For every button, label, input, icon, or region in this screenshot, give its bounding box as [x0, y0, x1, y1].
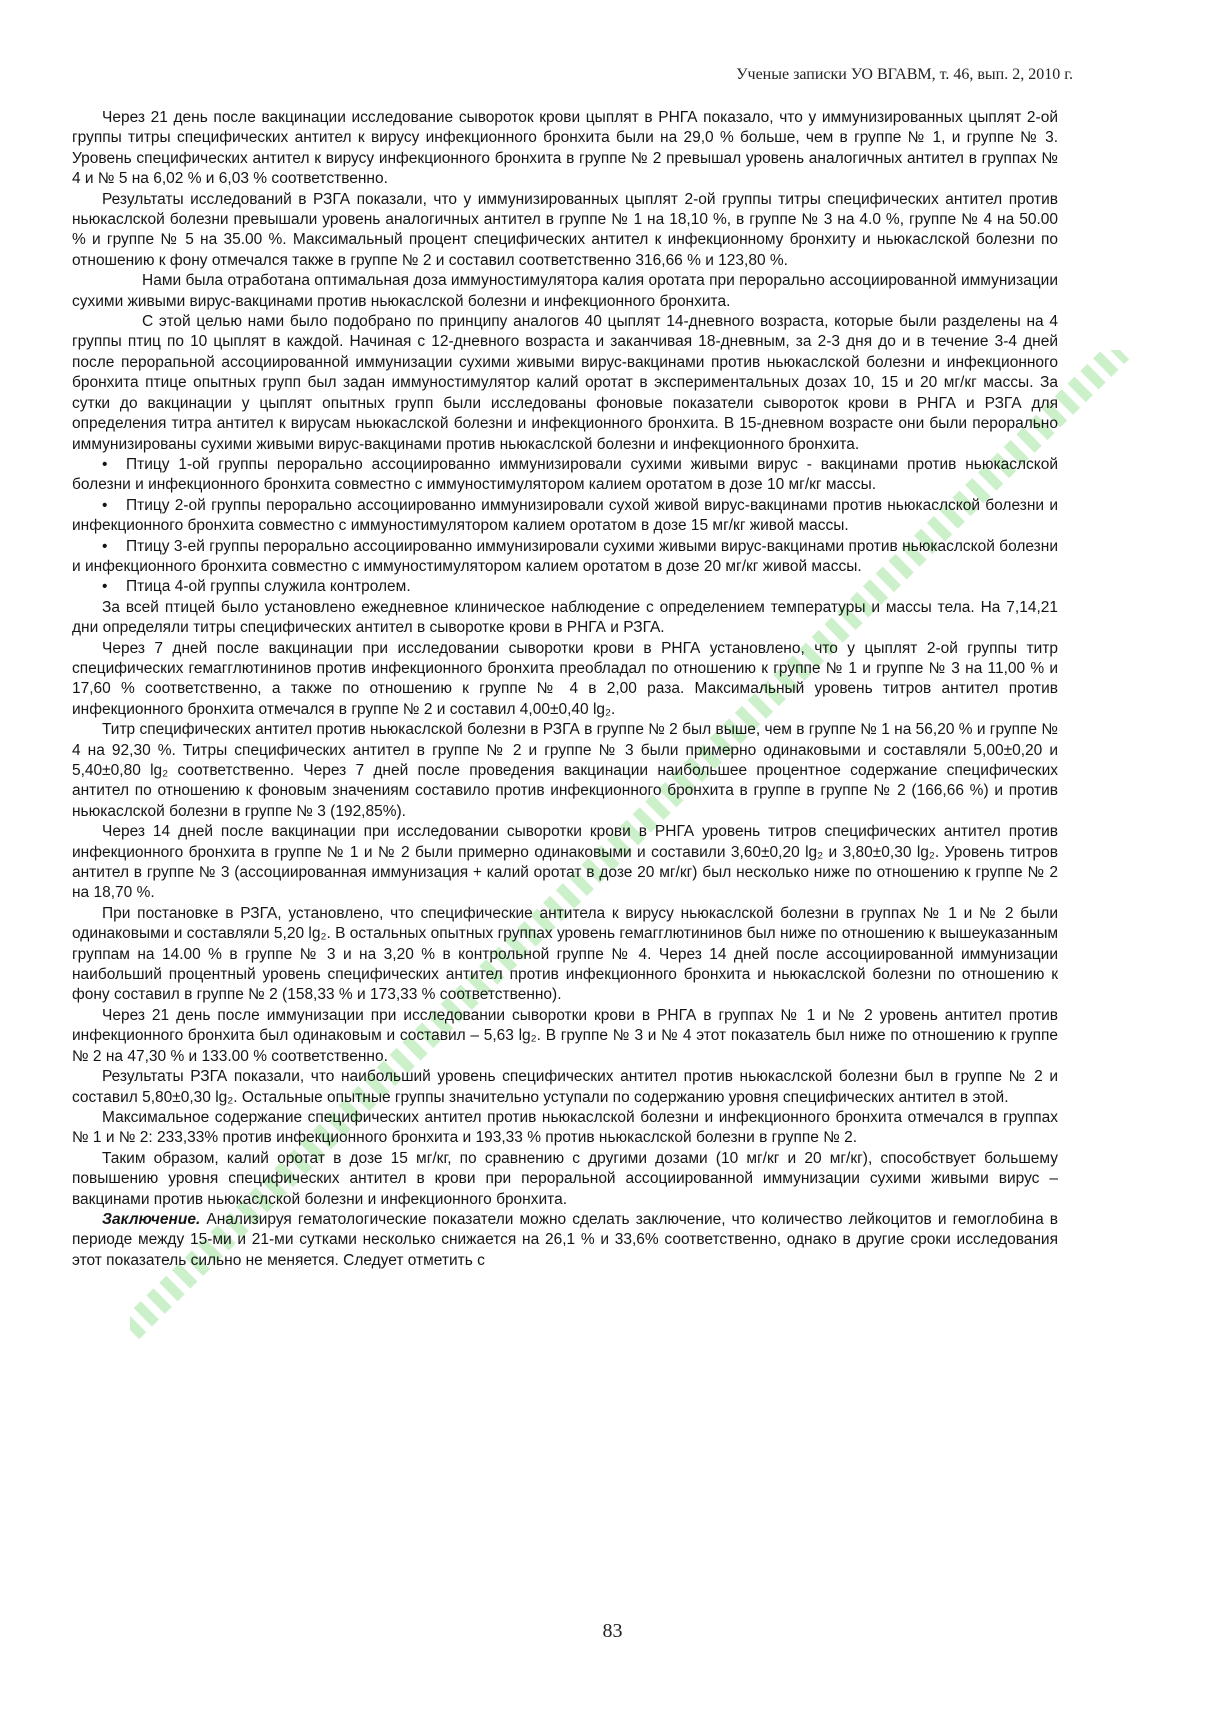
- paragraph: Через 21 день после вакцинации исследование сывороток крови цыплят в РНГА показало, что у иммунизированных цыплят 2-ой группы титры специфических антител к вирусу инфекционного бронхита были на 29,0 % больше, чем в группе № 1, и группе № 3. Уровень специфических антител к вирусу инфекционного бронхита в группе № 2 превышал уровень аналогичных антител в группах № 4 и № 5 на 6,02 % и 6,03 % соответственно.: [72, 109, 1058, 188]
- paragraph: С этой целью нами было подобрано по принципу аналогов 40 цыплят 14-дневного возраста, которые были разделены на 4 группы птиц по 10 цыплят в каждой. Начиная с 12-дневного возраста и заканчивая 18-дневным, за 2-3 дня до и в течение 3-4 дней после перорапьной ассоциированной иммунизации сухими живыми вирус-вакцинами против ньюкаслской болезни и инфекционного бронхита птице опытных групп был задан иммуностимулятор калий оротат в экспериментальных дозах 10, 15 и 20 мг/кг массы. За сутки до вакцинации у цыплят опытных групп были исследованы фоновые показатели сывороток крови в РНГА и РЗГА для определения титра антител к вирусам ньюкаслской болезни и инфекционного бронхита. В 15-дневном возрасте они были перорально иммунизированы сухими живыми вирус-вакцинами против ньюкаслской болезни и инфекционного бронхита.: [72, 313, 1058, 453]
- journal-header: Ученые записки УО ВГАВМ, т. 46, вып. 2, 2010 г.: [736, 66, 1073, 83]
- conclusion-heading: Заключение.: [102, 1210, 201, 1228]
- paragraph: Через 7 дней после вакцинации при исследовании сыворотки крови в РНГА установлено, что у цыплят 2-ой группы титр специфических гемагглютининов против инфекционного бронхита преобладал по отношению к группе № 1 и группе № 3 на 11,00 % и 17,60 % соответственно, а также по отношению к группе № 4 в 2,00 раза. Максимальный уровень титров антител против инфекционного бронхита отмечался в группе № 2 и составил 4,00±0,40 lg₂.: [72, 639, 1058, 718]
- bullet-text: Птица 4-ой группы служила контролем.: [126, 578, 411, 596]
- bullet-text: Птицу 3-ей группы перорально ассоциированно иммунизировали сухими живыми вирус-вакцинами против ньюкаслской болезни и инфекционного бронхита совместно с иммуностимулятором калием оротатом в дозе 20 мг/кг живой массы.: [72, 537, 1058, 575]
- bullet-item-group-2: [72, 496, 1058, 537]
- paragraph: За всей птицей было установлено ежедневное клиническое наблюдение с определением температуры и массы тела. На 7,14,21 дни определяли титры специфических антител в сыворотке крови в РНГА и РЗГА.: [72, 598, 1058, 637]
- bullet-text: Птицу 1-ой группы перорально ассоциированно иммунизировали сухими живыми вирус - вакцинами против ньюкаслской болезни и инфекционного бронхита совместно с иммуностимулятором калием оротатом в дозе 10 мг/кг массы.: [72, 455, 1058, 494]
- bullet-item-group-3: [72, 537, 1058, 578]
- paragraph: Таким образом, калий оротат в дозе 15 мг/кг, по сравнению с другими дозами (10 мг/кг и 20 мг/кг), способствует большему повышению уровня специфических антител в крови при пероральной ассоциированной иммунизации сухими живыми вирус – вакцинами против ньюкаслской болезни и инфекционного бронхита.: [72, 1149, 1058, 1208]
- paragraph: Результаты исследований в РЗГА показали, что у иммунизированных цыплят 2-ой группы титры специфических антител против ньюкаслской болезни превышали уровень аналогичных антител в группе № 1 на 18,10 %, в группе № 3 на 4.0 %, группе № 4 на 50.00 % и группе № 5 на 35.00 %. Максимальный процент специфических антител к инфекционному бронхиту и ньюкаслской болезни по отношению к фону отмечался также в группе № 2 и составил соответственно 316,66 % и 123,80 %.: [72, 190, 1058, 269]
- paragraph: Нами была отработана оптимальная доза иммуностимулятора калия оротата при перорально ассоциированной иммунизации сухими живыми вирус-вакцинами против ньюкаслской болезни и инфекционного бронхита.: [72, 272, 1058, 310]
- bullet-item-group-4: [72, 577, 1058, 597]
- paragraph: При постановке в РЗГА, установлено, что специфические антитела к вирусу ньюкаслской болезни в группах № 1 и № 2 были одинаковыми и составляли 5,20 lg₂. В остальных опытных группах уровень гемагглютининов был ниже по отношению к вышеуказанным группам на 14.00 % в группе № 3 и на 3,20 % в контрольной группе № 4. Через 14 дней после ассоциированной иммунизации наибольший процентный уровень специфических антител против инфекционного бронхита и ньюкаслской болезни по отношению к фону составил в группе № 2 (158,33 % и 173,33 % соответственно).: [72, 904, 1058, 1004]
- bullet-item-group-1: [72, 455, 1058, 496]
- page-number: 83: [602, 1620, 623, 1642]
- bullet-text: Птицу 2-ой группы перорально ассоциированно иммунизировали сухой живой вирус-вакцинами против ньюкаслской болезни и инфекционного бронхита совместно с иммуностимулятором калием оротатом в дозе 15 мг/кг живой массы.: [72, 496, 1058, 535]
- conclusion-paragraph: [72, 1210, 1058, 1271]
- paragraph: Через 14 дней после вакцинации при исследовании сыворотки крови в РНГА уровень титров специфических антител против инфекционного бронхита в группе № 1 и № 2 были примерно одинаковыми и составили 3,60±0,20 lg₂ и 3,80±0,30 lg₂. Уровень титров антител в группе № 3 (ассоциированная иммунизация + калий оротат в дозе 20 мг/кг) был несколько ниже по отношению к группе № 2 на 18,70 %.: [72, 823, 1058, 902]
- paragraph: Титр специфических антител против ньюкаслской болезни в РЗГА в группе № 2 был выше, чем в группе № 1 на 56,20 % и группе № 4 на 92,30 %. Титры специфических антител в группе № 2 и группе № 3 были примерно одинаковыми и составляли 5,00±0,20 и 5,40±0,80 lg₂ соответственно. Через 7 дней после проведения вакцинации наибольшее процентное содержание специфических антител по отношению к фоновым значениям составило против инфекционного бронхита в группе в группе № 2 (166,66 %) и против ньюкаслской болезни в группе № 3 (192,85%).: [72, 721, 1058, 820]
- paragraph: Через 21 день после иммунизации при исследовании сыворотки крови в РНГА в группах № 1 и № 2 уровень антител против инфекционного бронхита был одинаковым и составил – 5,63 lg₂. В группе № 3 и № 4 этот показатель был ниже по отношению к группе № 2 на 47,30 % и 133.00 % соответственно.: [72, 1006, 1058, 1065]
- paragraph: Результаты РЗГА показали, что наибольший уровень специфических антител против ньюкаслской болезни был в группе № 2 и составил 5,80±0,30 lg₂. Остальные опытные группы значительно уступали по содержанию уровня специфических антител в этой.: [72, 1068, 1058, 1106]
- paragraph: Максимальное содержание специфических антител против ньюкаслской болезни и инфекционного бронхита отмечался в группах № 1 и № 2: 233,33% против инфекционного бронхита и 193,33 % против ньюкаслской болезни в группе № 2.: [72, 1108, 1058, 1147]
- conclusion-text: Анализируя гематологические показатели можно сделать заключение, что количество лейкоцитов и гемоглобина в периоде между 15-ми и 21-ми сутками несколько снижается на 26,1 % и 33,6% соответственно, однако в другие сроки исследования этот показатель сильно не меняется. Следует отметить с: [72, 1210, 1059, 1269]
- article-body: [72, 108, 1058, 1271]
